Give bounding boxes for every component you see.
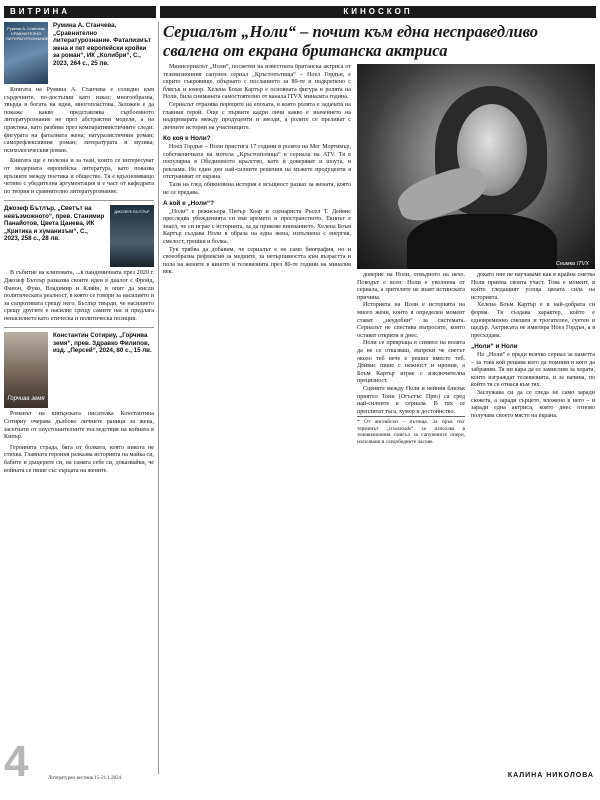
- book-text: Книгата ще е полезна и за тази, които се интересуват от модерната европейска литература, като показва връзките между поетика и общество. Тя е вдъхновяващо четиво с убедителна аргументация и е част от кафедрата по теория и сравнително литературознание.: [4, 158, 154, 195]
- book-review-2: [4, 205, 154, 267]
- paragraph: Заслужава си да се гледа не само заради сюжета, а заради сърцето, вложено в него – и заради една актриса, която днес отново получава своето място на екрана.: [471, 389, 595, 419]
- photo-body-shape: [407, 214, 557, 269]
- book-text: Книгата на Румина А. Станчева е солидно към сърдечните, по-достъпни като изказ; многообразна, твърда в богата на идеи, многопластова. Заложен е да покаже какво представлява сърбоемното литературознание не през абстрактни модели, а на практика, като разбива през компаративистичните следи: фигурата на фаталната жена; натуралистичния роман; саморефлексивния роман; литературата и музика; психологическия роман.: [4, 87, 154, 154]
- subheading: „Ноли“ и Ноли: [471, 343, 518, 351]
- paragraph: докато ние не научаваме как в крайна сметка Ноли приема своята участ. Това е момент, в който гледащият усеща цялата сила на историята.: [471, 272, 595, 301]
- photo-credit: Снимка ITVX: [555, 261, 589, 267]
- cover-text: Румина А. Станчева СРАВНИТЕЛНО ЛИТЕРАТУРОЗНАНИЕ: [6, 26, 48, 41]
- book-title: Джозеф Бътлър, „Светът на невъзможното“, прев. Станимир Панайотов, Цвета Цанева, ИК „Критика и хуманизъм“, С., 2023, 258 с., 28 лв.: [4, 205, 105, 243]
- book-text: Героинята страда, бяга от болката, която никога не стихва. Главната героиня разказва историята на майка си, бабите и дъщерите си, на самата себе си, доказвайки, че войната се пише със сърцата на жените.: [4, 444, 154, 474]
- paragraph: Историята на Ноли е историята на много жени, които в определен момент стават „неудобни“ за системата. Сериалът не спестява въпросите, които остават открити и днес.: [357, 302, 465, 339]
- footnote: * От английски – пътища. За пръв път терминът „crossroads“ се използва в телевизионния смисъл за сапунените опери, излъчвани в следобедните часове.: [357, 416, 465, 445]
- paragraph: Хелена Боъм Картър е в най-добрата си форма. Тя създава характер, който е едновременно смешен и трогателен, суетен и щедър. Актрисата не имитира Ноел Гордън, а я пресъздава.: [471, 302, 595, 339]
- book-title: Константин Сотириу, „Горчива земя“, прев. Здравко Филипов, изд. „Персей“, 2024, 80 с., 15 лв.: [53, 332, 152, 355]
- paragraph: доверие на Ноли, отвъдното на нехо. Поводът е ясен: Ноли е уволнена от сериала, а зрителите не знаят истинската причина.: [357, 272, 465, 301]
- paragraph: Но „Ноли“ е преди всичко сериал за паметта – за това кой решава кого да помним и кого да забравим. Тя ни кара да се замислим за хората, които изграждат телевизията, и за начина, по който тя се отнася към тях.: [471, 351, 595, 389]
- paragraph: Тази на глед обикновена история е всъщност разказ за жената, която не се предава.: [163, 181, 351, 196]
- book-text: Романът на кипърската писателка Константина Сотириу очерава дълбоко личните раници за жена, засегнати от опустошителните последствия на войната в Кипър.: [4, 411, 154, 441]
- paragraph: Минисериалът „Ноли“, посветен на известната британска актриса от телевизионния сапунен сериал „Кръстопътища“ – Ноел Гордън, е скрито съкровище, обърнато с посланието за 80-те и подкрепено с блясък и юмор. Хелена Боъм Картър е основната фигура в ролята на Ноли, била сниманата самостоятелно от канала ITVX миналата година.: [163, 64, 351, 101]
- book-cover-image: [4, 332, 48, 408]
- article-column-3: [471, 272, 595, 762]
- subheading: А кой е „Ноли“?: [163, 200, 215, 208]
- book-cover-image: [4, 22, 48, 84]
- section-header-kinoskop: КИНОСКОП: [160, 6, 596, 18]
- book-text: В събитие на клиповата, ...в пандемичната през 2020 г. Джозеф Бътлър разказва своите идеи в диалог с Фройд, Фанон, Фуко, Владимир и Кляйн, в опит да мисли политическата реалност, в която се говори за насилието и за съпротивата срещу него. Бътлър твърди, че насилието срещу другите е насилие срещу самите нас и предлага ненасилието като етическа и политическа позиция.: [4, 270, 154, 322]
- book-review-3: [4, 332, 154, 408]
- article-photo: [357, 64, 595, 269]
- page-number: 4: [4, 737, 29, 786]
- left-sidebar: [4, 22, 159, 774]
- divider: [4, 327, 154, 328]
- footer-publication: Литературен вестник 15-21.1.2024: [48, 776, 122, 781]
- paragraph: Тук трябва да добавим, че сериалът е не само биография, но и своеобразна рефлексия за медиите, за нетърпимостта към възрастта и пола на жените в киното и телевизията през 80-те години на миналия век.: [163, 246, 351, 276]
- article-title: Сериалът „Ноли“ – почит към една несправедливо свалена от екрана британска актриса: [163, 22, 539, 60]
- paragraph: Ноел Гордън – Ноли пристига 17 години в ролята на Мег Мортимър, собственичката на мотела „Кръстопътища“ в сериала на ATV. Тя е популярна в Обединеното кралство, като ѝ доверяват и шоута, и реклами. Но един ден най-силните решения на мъжете продуценти я отстраняват от екрана.: [163, 143, 351, 181]
- subheading: Ко коя е Ноли?: [163, 135, 211, 143]
- paragraph: Сцените между Ноли и нейния близък приятел Тони (Огъстъс Прю) са сред най-силните в сериала. В тях се преплитат тъга, хумор и достойнство.: [357, 385, 465, 415]
- article-column-1: [163, 64, 351, 764]
- cover-text: ДЖОЗЕФ БЪТЛЪР: [114, 209, 150, 215]
- cover-text: Горчива земя: [7, 396, 45, 403]
- section-header-vitrina: ВИТРИНА: [4, 6, 156, 18]
- book-title: Румина А. Станчева, „Сравнително литературознание. Фатализмът жена и пет европейски кройки за роман“, ИК „Колибри“, С., 2023, 264 с., 25 лв.: [53, 22, 152, 67]
- book-review-1: [4, 22, 154, 84]
- article-author: КАЛИНА НИКОЛОВА: [507, 772, 594, 779]
- book-cover-image: [110, 205, 154, 267]
- paragraph: „Ноли“ е режисьора Питър Хоар и сценариста Ръсел Т. Дейвис преследва убежденията си във времето и пространството. Екипът е знаел, че си играе с историята, за да прикове вниманието. Хелена Боъм Картър създава Ноли в образа на една жена, изпълнена с енергия, смелост, грешки и болка.: [163, 208, 351, 246]
- paragraph: Ноли се превръща в символ на волята да не се отказваш, въпреки че светът около теб вече е решил вместо теб. Дейвис пише с нежност и ирония, а Боъм Картър играе с изключителна прецизност.: [357, 340, 465, 385]
- article-column-2: [357, 272, 465, 772]
- divider: [4, 200, 154, 201]
- paragraph: Сериалът отразява пороците на епохата, в която ролята е задачата на главния герой. Още с първите кадри личи какво е значението на надпреварата между продуценти и звезди, а ролите се преливат с личните истории на участниците.: [163, 101, 351, 131]
